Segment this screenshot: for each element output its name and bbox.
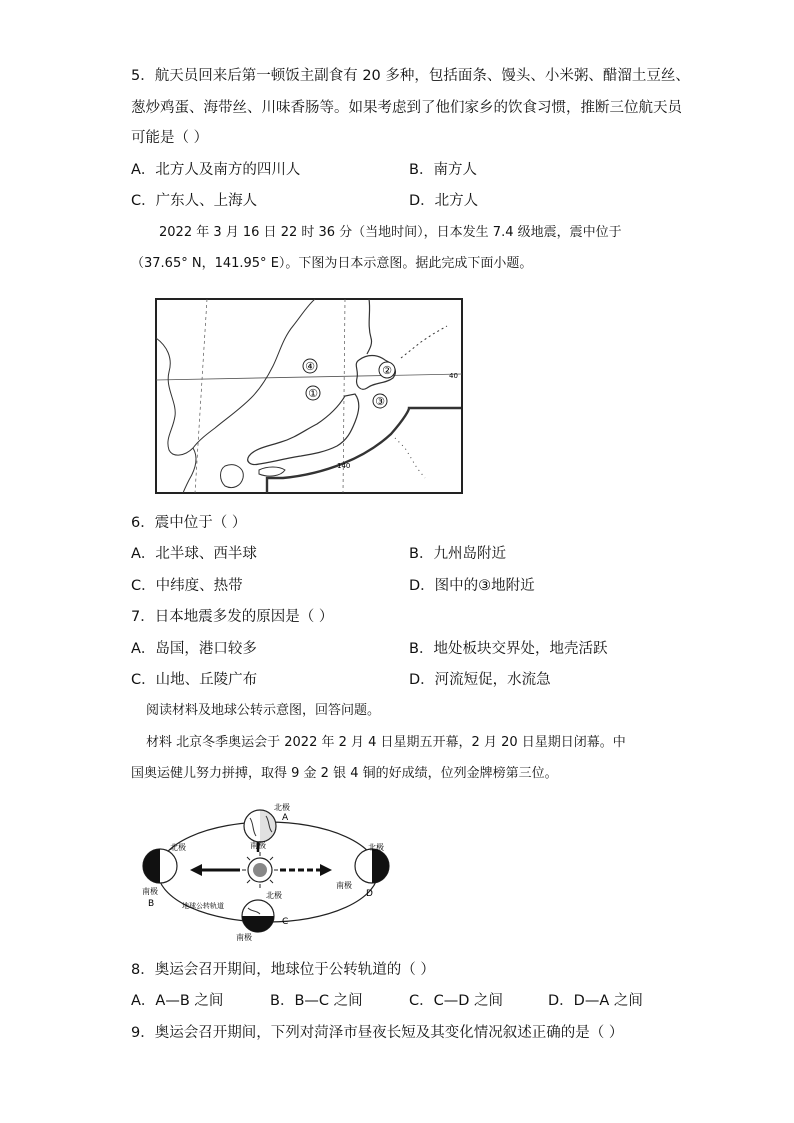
earth-d-north: 北极: [368, 843, 384, 852]
intro2-line2: 材料 北京冬季奥运会于 2022 年 2 月 4 日星期五开幕，2 月 20 日星期日闭幕。中: [146, 735, 626, 750]
marker-4: ④: [305, 360, 315, 373]
label-c: C: [282, 917, 289, 927]
q5-option-d: D．北方人: [409, 193, 479, 209]
q7-option-b: B．地处板块交界处，地壳活跃: [409, 641, 608, 657]
earth-c-north: 北极: [266, 891, 282, 900]
q6-stem: 6．震中位于（ ）: [131, 515, 247, 531]
earth-orbit-diagram: [140, 800, 400, 942]
japan-map: [155, 298, 463, 494]
intro2-line3: 国奥运健儿努力拼搏，取得 9 金 2 银 4 铜的好成绩，位列金牌榜第三位。: [131, 766, 558, 781]
earth-a-south: 南极: [250, 841, 266, 850]
earth-d-south: 南极: [336, 881, 352, 890]
japan-map-svg: [155, 298, 463, 494]
q8-option-a: A．A—B 之间: [131, 993, 224, 1009]
marker-1: ①: [308, 387, 318, 400]
arrow-left-icon: [190, 864, 202, 876]
q8-stem: 8．奥运会召开期间，地球位于公转轨道的（ ）: [131, 962, 435, 978]
sun-icon: [242, 852, 278, 888]
earth-b-north: 北极: [170, 843, 186, 852]
earth-orbit-svg: [140, 800, 400, 942]
earth-b-icon: [143, 849, 177, 883]
q8-option-d: D．D—A 之间: [548, 993, 643, 1009]
q9-stem: 9．奥运会召开期间，下列对菏泽市昼夜长短及其变化情况叙述正确的是（ ）: [131, 1025, 624, 1041]
q7-option-d: D．河流短促，水流急: [409, 672, 551, 688]
label-a: A: [282, 813, 289, 823]
q5-stem-line2: 葱炒鸡蛋、海带丝、川味香肠等。如果考虑到了他们家乡的饮食习惯，推断三位航天员: [131, 100, 682, 116]
marker-3: ③: [375, 395, 385, 408]
q8-option-c: C．C—D 之间: [409, 993, 504, 1009]
earth-c-icon: [242, 900, 274, 932]
q7-option-c: C．山地、丘陵广布: [131, 672, 258, 688]
q5-option-c: C．广东人、上海人: [131, 193, 258, 209]
earth-a-north: 北极: [274, 803, 290, 812]
q7-stem: 7．日本地震多发的原因是（ ）: [131, 609, 334, 625]
earth-a-icon: [244, 810, 276, 842]
q5-option-b: B．南方人: [409, 162, 477, 178]
earth-b-south: 南极: [142, 887, 158, 896]
q7-option-a: A．岛国，港口较多: [131, 641, 257, 657]
label-b: B: [148, 899, 155, 909]
latitude-label: 40: [449, 372, 458, 380]
q5-stem-line1: 5．航天员回来后第一顿饭主副食有 20 多种，包括面条、馒头、小米粥、醋溜土豆丝、: [131, 68, 690, 84]
q5-stem-line3: 可能是（ ）: [131, 130, 209, 146]
earth-d-icon: [355, 849, 389, 883]
q5-option-a: A．北方人及南方的四川人: [131, 162, 301, 178]
arrow-right-icon: [320, 864, 332, 876]
earth-c-south: 南极: [236, 933, 252, 942]
q8-option-b: B．B—C 之间: [270, 993, 363, 1009]
intro2-line1: 阅读材料及地球公转示意图，回答问题。: [146, 703, 381, 718]
q6-option-c: C．中纬度、热带: [131, 578, 243, 594]
q6-option-b: B．九州岛附近: [409, 546, 506, 562]
q6-option-a: A．北半球、西半球: [131, 546, 257, 562]
longitude-label: 140: [337, 462, 351, 470]
marker-2: ②: [382, 364, 392, 377]
q6-option-d: D．图中的③地附近: [409, 578, 535, 594]
intro1-line1: 2022 年 3 月 16 日 22 时 36 分（当地时间），日本发生 7.4 级地震，震中位于: [159, 225, 622, 240]
intro1-line2: （37.65° N，141.95° E）。下图为日本示意图。据此完成下面小题。: [131, 256, 533, 271]
orbit-label: 地球公转轨道: [182, 902, 224, 910]
label-d: D: [366, 889, 373, 899]
